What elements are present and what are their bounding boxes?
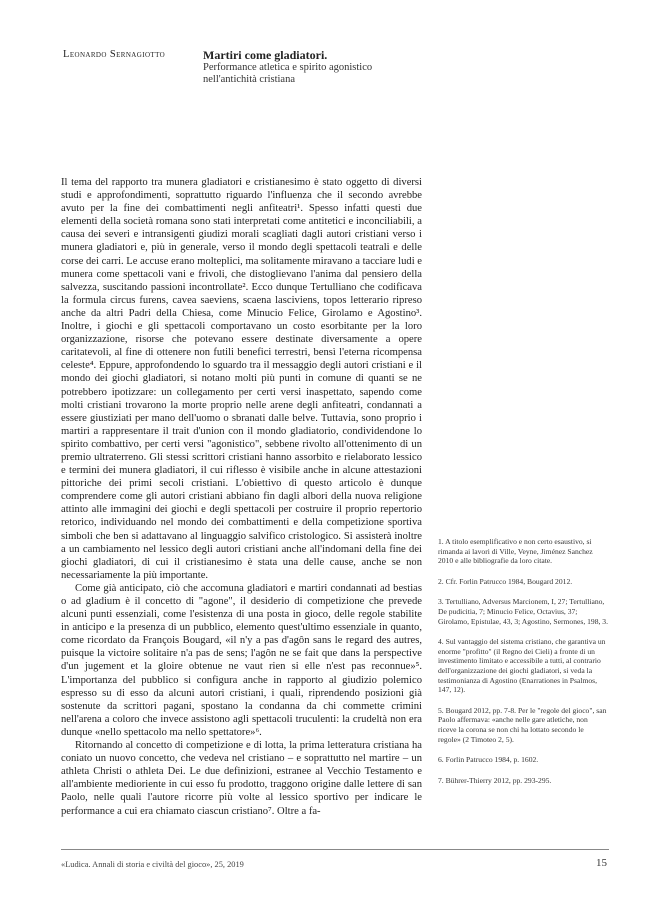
article-title: Martiri come gladiatori.: [203, 48, 328, 62]
running-head-author: Leonardo Sernagiotto: [63, 49, 166, 60]
body-paragraph-1: Il tema del rapporto tra munera gladiatori e cristianesimo è stato oggetto di diversi studi e approfondimenti, soprattutto riguardo l'influenza che il secondo avrebbe avuto per la fine dei combattimenti negli anfiteatri¹. Spesso infatti questi due elementi della società romana sono stati interpretati come antitetici e inconciliabili, a causa dei severi e intransigenti giudizi morali scagliati dagli autori cristiani verso i munera gladiatori e, più in generale, verso il mondo degli spettacoli teatrali e delle corse dei carri. Le accuse erano molteplici, ma solitamente miravano a tacciare ludi e munera come spettacoli vani e frivoli, che distoglievano l'anima dal pensiero della salvezza, suscitando passioni incontrollate². Ecco dunque Tertulliano che codificava la formula circus furens, cavea saeviens, scaena lasciviens, topos letterario ripreso anche da altri Padri della Chiesa, come Minucio Felice, Girolamo e Agostino³. Inoltre, i giochi e gli spettacoli comportavano un costo esorbitante per la loro organizzazione, risorse che potevano essere destinate diversamente a opere caritatevoli, al fine di ottenere non futili benefici terrestri, bensì l'eterna ricompensa celeste⁴. Eppure, approfondendo lo sguardo tra il messaggio degli autori cristiani e il mondo dei giochi gladiatori, si notano molti più punti in comune di quanti se ne potrebbero ipotizzare: un collegamento per certi versi inaspettato, sapendo come molti cristiani trovarono la morte proprio nelle arene degli anfiteatri, condannati a essere giustiziati per mano dell'uomo o sbranati dalle belve. Tuttavia, sono proprio i martiri a rappresentare il trait d'union con il mondo gladiatorio, condividendone lo spirito combattivo, per certi versi "agonistico", sebbene rivolto all'ottenimento di un premio ultraterreno. Gli stessi scrittori cristiani hanno assorbito e rielaborato lessico e termini dei munera gladiatori, il cui riflesso è visibile anche in alcune attestazioni pittoriche dei primi secoli cristiani. L'obiettivo di questo articolo è dunque comprendere come gli autori cristiani abbiano fin dagli albori della nuova religione attinto alle immagini dei giochi e degli spettacoli per costruire il proprio repertorio retorico, individuando nel mondo dei combattimenti e della competizione sportiva simboli che ben si adattavano al linguaggio salvifico cristologico. Si assisterà inoltre a un cambiamento nel lessico degli autori cristiani anche all'indomani della fine dei giochi gladiatori, di cui il cristianesimo è stata una delle cause, anche se non necessariamente la più importante.: [61, 177, 422, 581]
footnote-2: 2. Cfr. Forlin Patrucco 1984, Bougard 2012.: [438, 576, 573, 586]
article-body: [61, 176, 422, 818]
footnote-4: 4. Sul vantaggio del sistema cristiano, che garantiva un enorme "profitto" (il Regno dei Cieli) a fronte di un investimento limitato e accessibile a tutti, al contrario dell'organizzazione dei giochi gladiatori, si veda la testimonianza di Agostino (Enarrationes in Psalmos, 147, 12).: [438, 637, 606, 695]
footnote-7: 7. Bührer-Thierry 2012, pp. 293-295.: [438, 775, 552, 785]
footnote-1: 1. A titolo esemplificativo e non certo esaustivo, si rimanda ai lavori di Ville, Veyne, Jiménez Sanchez 2010 e alle bibliografie da loro citate.: [438, 537, 593, 566]
footnote-6: 6. Forlin Patrucco 1984, p. 1602.: [438, 755, 539, 765]
page-number: 15: [596, 857, 607, 869]
footnotes-column: [438, 537, 608, 796]
article-subtitle-line-1: Performance atletica e spirito agonistico: [203, 62, 373, 73]
journal-citation: «Ludica. Annali di storia e civiltà del gioco», 25, 2019: [61, 860, 244, 869]
footer-divider: [61, 849, 609, 850]
footnote-3: 3. Tertulliano, Adversus Marcionem, I, 27; Tertulliano, De pudicitia, 7; Minucio Felice, Octavius, 37; Girolamo, Epistulae, 43, 3; Agostino, Sermones, 198, 3.: [438, 597, 609, 626]
body-paragraph-2: Come già anticipato, ciò che accomuna gladiatori e martiri condannati ad bestias o ad gladium è il concetto di "agone", il desiderio di competizione che prevede alcuni punti essenziali, come l'esistenza di una posta in gioco, delle regole stabilite in anticipo e la presenza di un pubblico, elemento quest'ultimo essenziale in quanto, come ricordato da François Bougard, «il n'y a pas d'agôn sans le regard des autres, puisque la victoire solitaire n'a pas de sens; l'agôn ne se fait que dans la perspective d'un jugement et la gloire obtenue ne vaut rien si elle n'est pas reconnue»⁵. L'importanza del pubblico si configura anche in rapporto al giudizio polemico espresso su di esso da alcuni autori cristiani, i quali, riprendendo posizioni già sostenute da scrittori pagani, spostano la condanna da chi commette crimini nell'arena a coloro che invece assistono agli spettacoli truculenti: la crudeltà non era dunque «nello spettacolo ma nello spettatore»⁶.: [61, 582, 422, 738]
footnote-5: 5. Bougard 2012, pp. 7-8. Per le "regole del gioco", san Paolo affermava: «anche nelle gare atletiche, non riceve la corona se non chi ha lottato secondo le regole» (2 Timoteo 2, 5).: [438, 705, 607, 744]
body-paragraph-3: Ritornando al concetto di competizione e di lotta, la prima letteratura cristiana ha coniato un nuovo concetto, che vedeva nel cristiano – e soprattutto nel martire – un athleta Christi o athleta Dei. Le due definizioni, estranee al Vecchio Testamento e all'ambiente medioriente in cui esso fu prodotto, traggono origine dalle lettere di san Paolo, nelle quali l'autore ricorre più volte al lessico sportivo per indicare le performance a cui era chiamato ciascun cristiano⁷. Oltre a fa-: [61, 740, 422, 817]
article-heading: [203, 48, 463, 86]
article-subtitle-line-2: nell'antichità cristiana: [203, 74, 295, 85]
